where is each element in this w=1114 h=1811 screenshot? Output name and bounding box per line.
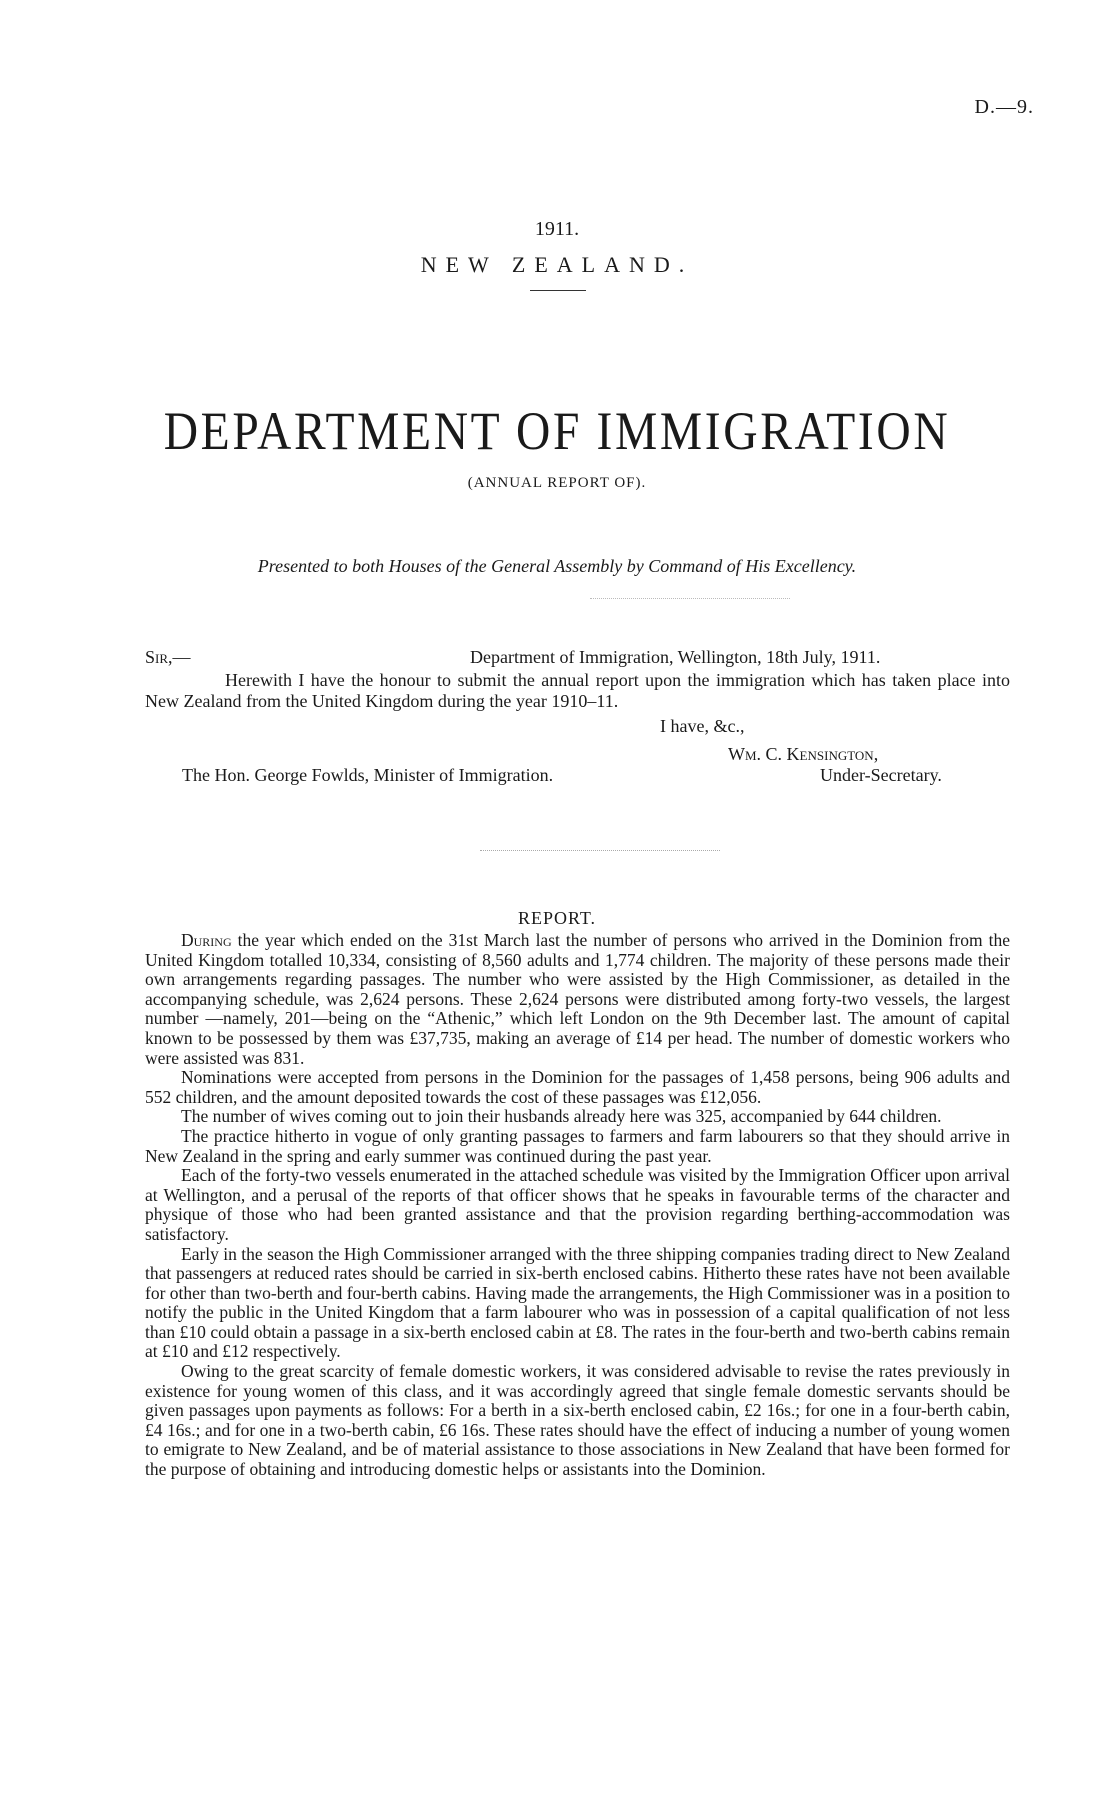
- signer-title: Under-Secretary.: [820, 765, 942, 785]
- divider: [590, 598, 790, 599]
- report-heading: REPORT.: [517, 908, 597, 928]
- salutation: Sir,—: [145, 647, 191, 667]
- letter-dateline: Department of Immigration, Wellington, 18th July, 1911.: [470, 647, 881, 667]
- letter-body: Herewith I have the honour to submit the annual report upon the immigration which has taken place into New Zealand from the United Kingdom during the year 1910–11.: [145, 670, 1010, 711]
- report-paragraph: Each of the forty-two vessels enumerated in the attached schedule was visited by the Immigration Officer upon arrival at Wellington, and a perusal of the reports of that officer shows that he speaks in favourable terms of the character and physique of those who had been granted assistance and that the provision regarding berthing-accommodation was satisfactory.: [145, 1165, 1010, 1244]
- report-year: 1911.: [534, 218, 580, 240]
- report-paragraph: Nominations were accepted from persons in the Dominion for the passages of 1,458 persons, being 906 adults and 552 children, and the amount deposited towards the cost of these passages was £12,056.: [145, 1067, 1010, 1107]
- report-paragraph: Early in the season the High Commissioner arranged with the three shipping companies trading direct to New Zealand that passengers at reduced rates should be carried in six-berth enclosed cabins. Hitherto these rates have not been available for other than two-berth and four-berth cabins. Having made the arrangements, the High Commissioner was in a position to notify the public in the United Kingdom that a farm labourer who was in possession of a capital qualification of not less than £10 could obtain a passage in a six-berth enclosed cabin at £8. The rates in the four-berth and two-berth cabins remain at £10 and £12 respectively.: [145, 1243, 1010, 1362]
- report-paragraph: During the year which ended on the 31st March last the number of persons who arrived in the Dominion from the United Kingdom totalled 10,334, consisting of 8,560 adults and 1,774 children. The majority of these persons made their own arrangements regarding passages. The number who were assisted by the High Commissioner, as detailed in the accompanying schedule, was 2,624 persons. These 2,624 persons were distributed among forty-two vessels, the largest number —namely, 201—being on the “Athenic,” which left London on the 9th December last. The amount of capital known to be possessed by them was £37,735, making an average of £14 per head. The number of domestic workers who were assisted was 831.: [145, 930, 1010, 1068]
- letter-closing: I have, &c.,: [660, 716, 745, 736]
- divider: [480, 850, 720, 851]
- divider: [530, 290, 586, 291]
- report-paragraph: Owing to the great scarcity of female domestic workers, it was considered advisable to revise the rates previously in existence for young women of this class, and it was accordingly agreed that single female domestic servants should be given passages upon payments as follows: For a berth in a six-berth enclosed cabin, £2 16s.; for one in a four-berth cabin, £4 16s.; and for one in a two-berth cabin, £6 16s. These rates should have the effect of inducing a number of young women to emigrate to New Zealand, and be of material assistance to those associations in New Zealand that have been formed for the purpose of obtaining and introducing domestic helps or assistants into the Dominion.: [145, 1361, 1010, 1480]
- report-paragraph: The number of wives coming out to join their husbands already here was 325, accompanied by 644 children.: [181, 1106, 942, 1127]
- page-title: DEPARTMENT OF IMMIGRATION: [163, 401, 951, 461]
- country-heading: NEW ZEALAND.: [420, 252, 694, 277]
- report-paragraph: The practice hitherto in vogue of only granting passages to farmers and farm labourers so that they should arrive in New Zealand in the spring and early summer was continued during the past year.: [145, 1125, 1010, 1166]
- presentation-note: Presented to both Houses of the General Assembly by Command of His Excellency.: [257, 556, 857, 576]
- document-reference: D.—9.: [974, 96, 1034, 118]
- signer-name: Wm. C. Kensington,: [728, 744, 879, 764]
- page-subtitle: (ANNUAL REPORT OF).: [467, 475, 647, 491]
- addressee: The Hon. George Fowlds, Minister of Immigration.: [182, 765, 554, 785]
- report-body: [145, 931, 1010, 1480]
